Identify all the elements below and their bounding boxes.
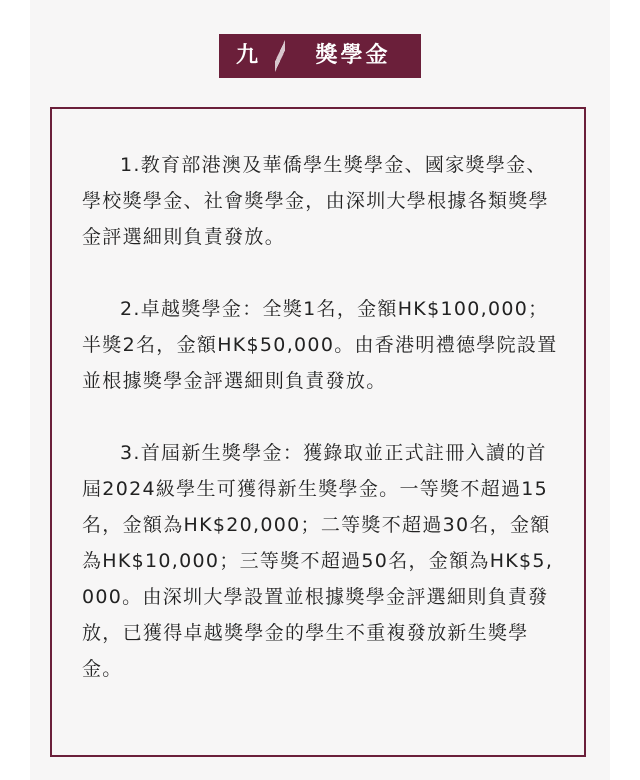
section-header bbox=[219, 34, 421, 78]
section-title: 獎學金 bbox=[315, 43, 391, 68]
header-divider bbox=[275, 34, 285, 78]
section-number: 九 bbox=[235, 43, 258, 68]
content-box bbox=[50, 107, 586, 757]
paragraph-excellence-scholarship: 2.卓越獎學金：全獎1名，金額HK$100,000；半獎2名，金額HK$50,000。由香港明禮德學院設置並根據獎學金評選細則負責發放。 bbox=[82, 298, 558, 392]
paragraph-freshman-scholarship: 3.首屆新生獎學金：獲錄取並正式註冊入讀的首屆2024級學生可獲得新生獎學金。一等獎不超過15名，金額為HK$20,000；二等獎不超過30名，金額為HK$10,000；三等獎不超過50名，金額為HK$5,000。由深圳大學設置並根據獎學金評選細則負責發放，已獲得卓越獎學金的學生不重複發放新生獎學金。 bbox=[82, 442, 554, 680]
paragraph-national-scholarships: 1.教育部港澳及華僑學生獎學金、國家獎學金、學校獎學金、社會獎學金，由深圳大學根據各類獎學金評選細則負責發放。 bbox=[82, 154, 549, 248]
